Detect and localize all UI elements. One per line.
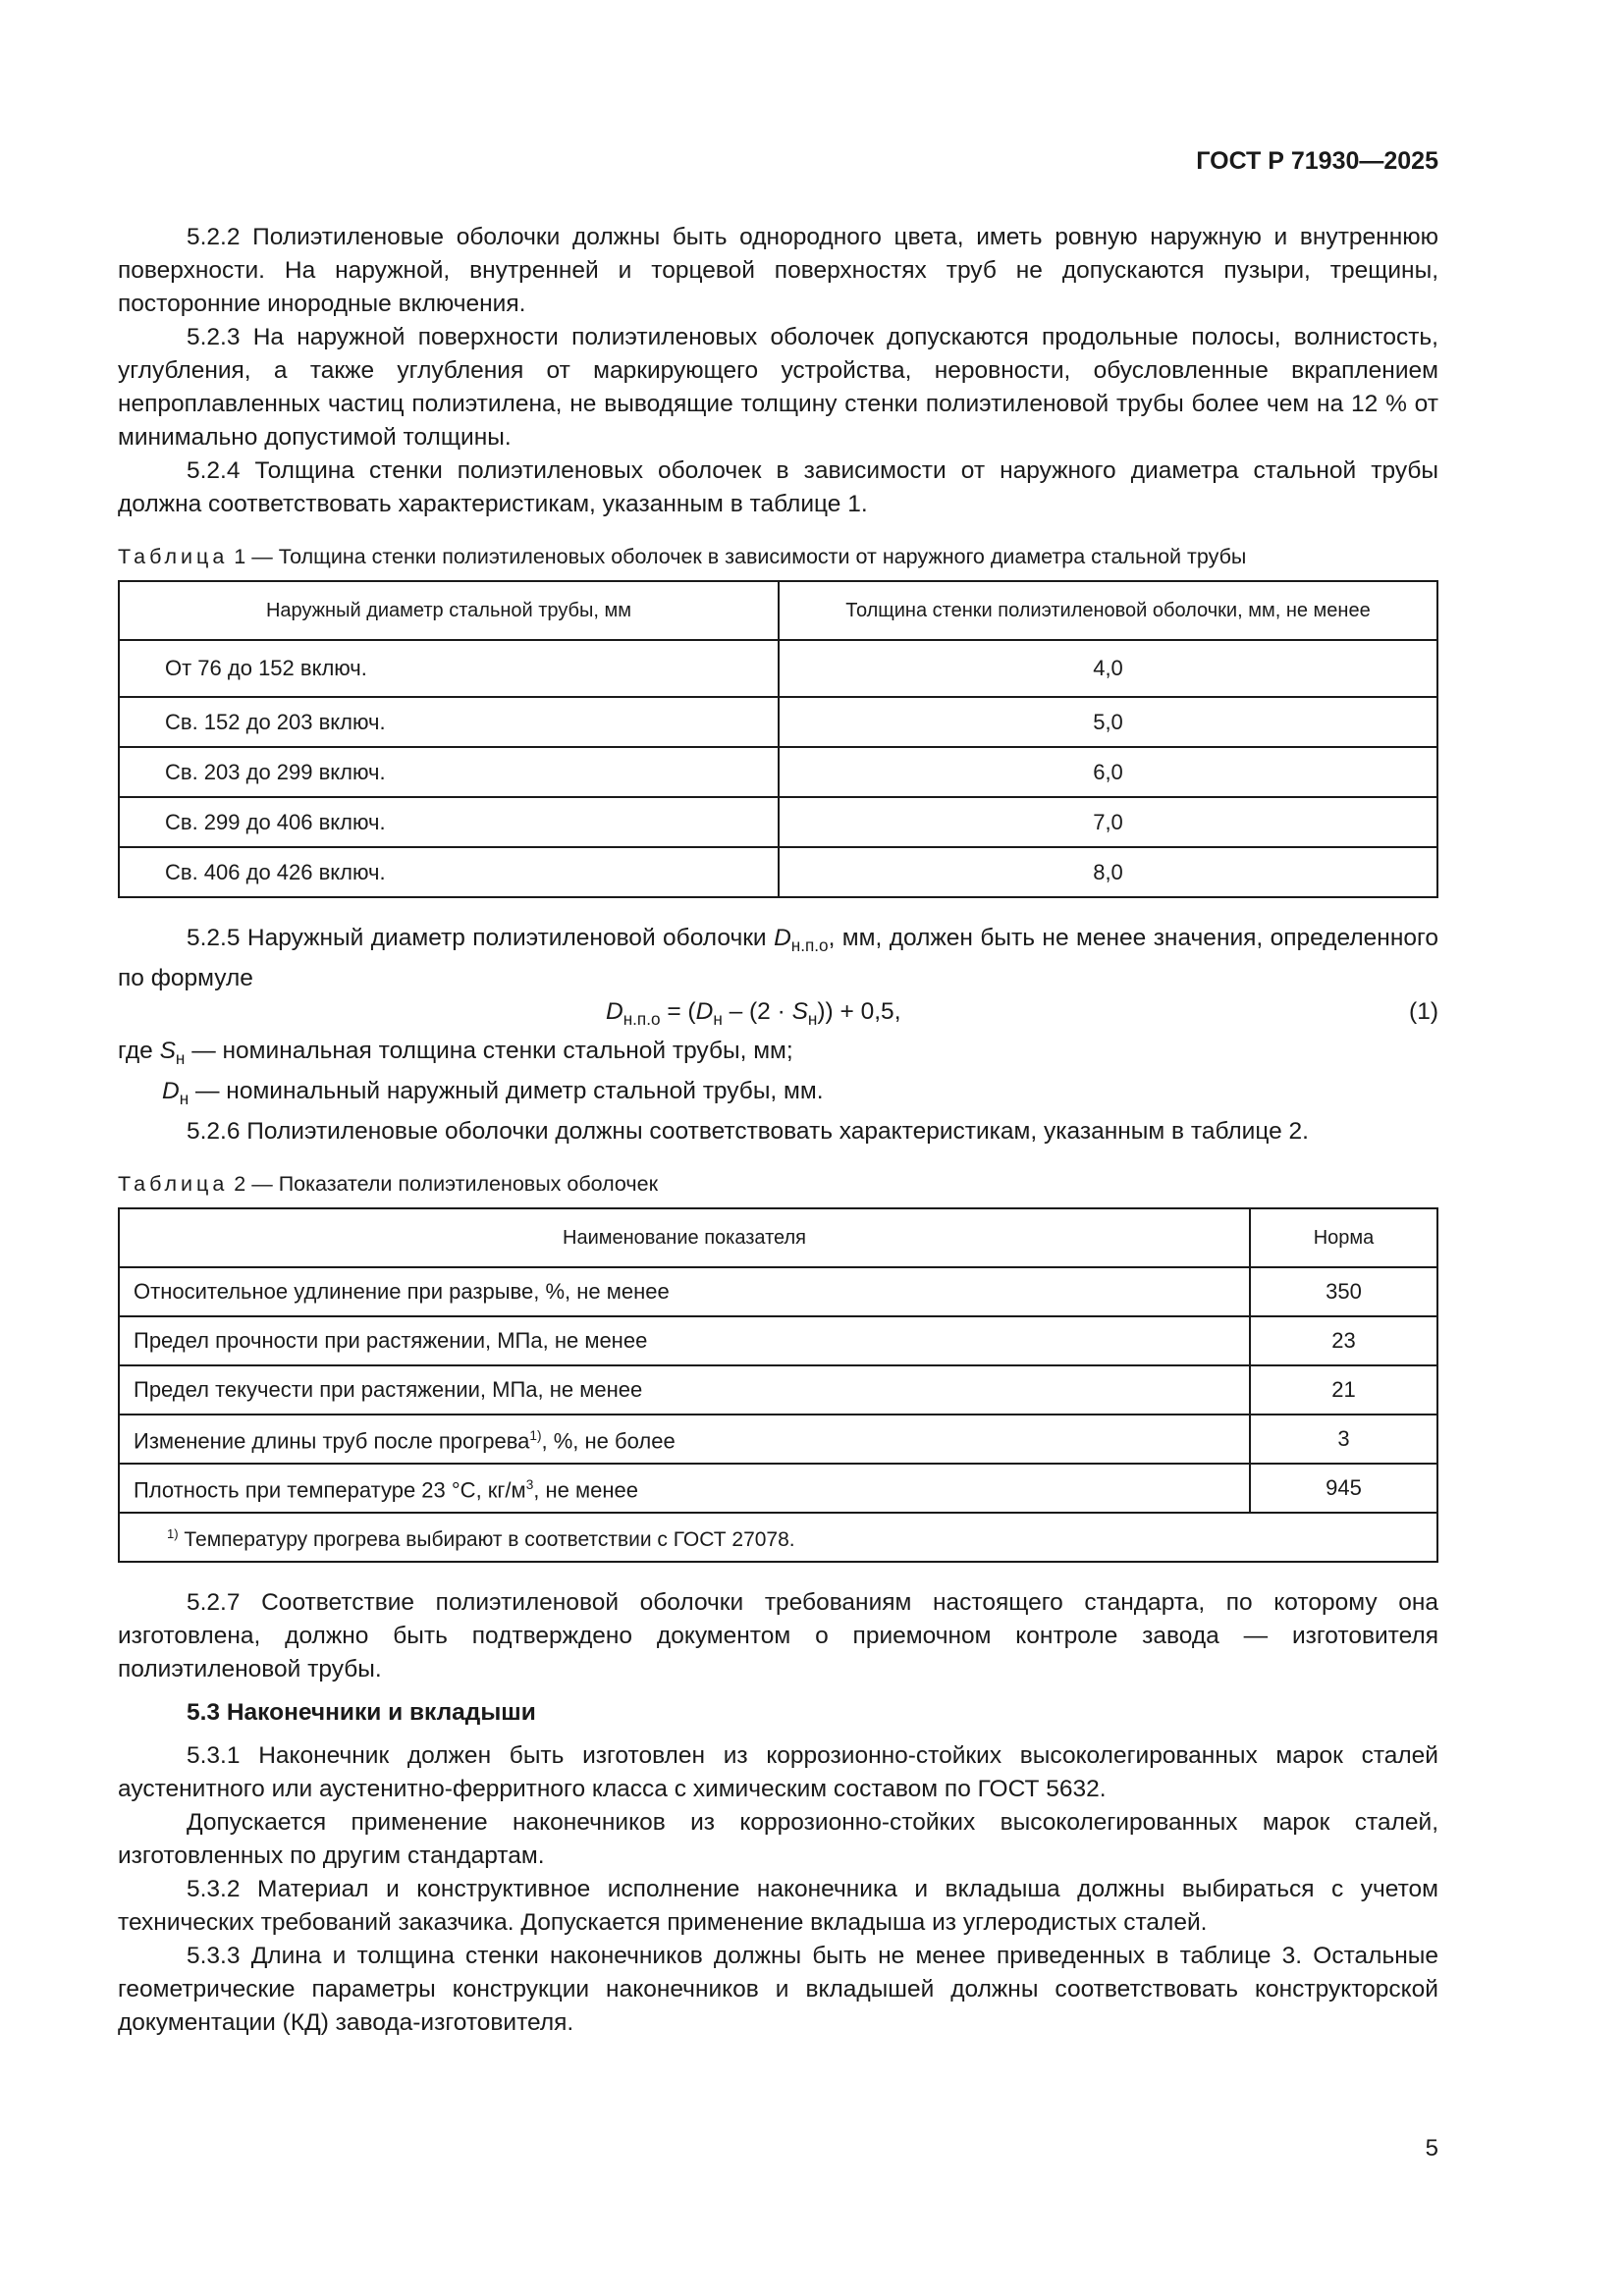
table-cell: Св. 299 до 406 включ. [119,797,779,847]
table-row [119,1365,1437,1415]
table-cell: 4,0 [779,640,1437,697]
column-header: Наименование показателя [119,1208,1250,1267]
table-cell: 6,0 [779,747,1437,797]
column-header: Наружный диаметр стальной трубы, мм [119,581,779,640]
paragraph-5-3-2: 5.3.2 Материал и конструктивное исполнение наконечника и вкладыша должны выбираться с учетом технических требований заказчика. Допускается применение вкладыша из углеродистых сталей. [118,1875,1438,1936]
table-cell: От 76 до 152 включ. [119,640,779,697]
column-header: Норма [1250,1208,1437,1267]
table-row [119,747,1437,797]
table-footnote: $^{1)}$ Температуру прогрева выбирают в соответствии с ГОСТ 27078. [119,1513,1437,1562]
table-row [119,797,1437,847]
table-cell: 3 [1250,1415,1437,1464]
table-cell: Св. 152 до 203 включ. [119,697,779,747]
table-cell: 350 [1250,1267,1437,1316]
table-cell: Изменение длины труб после прогрева$^{1)}$, %, не более [119,1415,1250,1464]
table-1-caption: Таблица 1 — Толщина стенки полиэтиленовых оболочек в зависимости от наружного диаметра стальной трубы [118,545,1247,568]
table-cell: 945 [1250,1464,1437,1513]
section-heading-5-3: 5.3 Наконечники и вкладыши [187,1698,536,1726]
paragraph-5-2-7: 5.2.7 Соответствие полиэтиленовой оболочки требованиям настоящего стандарта, по которому она изготовлена, должно быть подтверждено документом о приемочном контроле завода — изготовителя полиэтиленовой трубы. [118,1588,1438,1682]
formula-number: (1) [1409,997,1438,1025]
page-number: 5 [1425,2135,1438,2162]
table-header-row [119,581,1437,640]
table-row [119,847,1437,897]
paragraph-5-3-3: 5.3.3 Длина и толщина стенки наконечников должны быть не менее приведенных в таблице 3. Остальные геометрические параметры конструкции наконечников и вкладышей должны соответствовать конструкторской документации (КД) завода-изготовителя. [118,1942,1438,2036]
table-cell: 21 [1250,1365,1437,1415]
table-cell: Относительное удлинение при разрыве, %, не менее [119,1267,1250,1316]
table-2 [118,1207,1438,1563]
table-cell: Св. 203 до 299 включ. [119,747,779,797]
table-footnote-row [119,1513,1437,1562]
table-cell: Плотность при температуре 23 °С, $кг/м^3$, не менее [119,1464,1250,1513]
paragraph-5-2-4: 5.2.4 Толщина стенки полиэтиленовых оболочек в зависимости от наружного диаметра стальной трубы должна соответствовать характеристикам, указанным в таблице 1. [118,457,1438,517]
table-row [119,1415,1437,1464]
paragraph-5-2-3: 5.2.3 На наружной поверхности полиэтиленовых оболочек допускаются продольные полосы, волнистость, углубления, а также углубления от маркирующего устройства, неровности, обусловленные вкраплением непроплавленных частиц полиэтилена, не выводящие толщину стенки полиэтиленовой трубы более чем на 12 % от минимально допустимой толщины. [118,324,1438,451]
paragraph-5-3-1: 5.3.1 Наконечник должен быть изготовлен из коррозионно-стойких высоколегированных марок сталей аустенитного или аустенитно-ферритного класса с химическим составом по ГОСТ 5632. [118,1741,1438,1802]
where-s-definition: где $S_н$ — номинальная толщина стенки стальной трубы, мм; [118,1037,793,1068]
table-cell: Св. 406 до 426 включ. [119,847,779,897]
column-header: Толщина стенки полиэтиленовой оболочки, мм, не менее [779,581,1437,640]
table-cell: 8,0 [779,847,1437,897]
table-row [119,640,1437,697]
where-d-definition: $D_н$ — номинальный наружный диметр стальной трубы, мм. [162,1077,824,1108]
formula-1 [118,995,1438,1035]
table-2-caption: Таблица 2 — Показатели полиэтиленовых оболочек [118,1171,658,1196]
table-1 [118,580,1438,898]
table-cell: 7,0 [779,797,1437,847]
paragraph-5-2-2: 5.2.2 Полиэтиленовые оболочки должны быть однородного цвета, иметь ровную наружную и внутреннюю поверхности. На наружной, внутренней и торцевой поверхностях труб не допускаются пузыри, трещины, посторонние инородные включения. [118,224,1438,317]
table-cell: Предел текучести при растяжении, МПа, не менее [119,1365,1250,1415]
table-row [119,1316,1437,1365]
standard-header: ГОСТ Р 71930—2025 [1196,147,1438,175]
table-header-row [119,1208,1437,1267]
table-row [119,697,1437,747]
table-row [119,1464,1437,1513]
paragraph-5-2-5: 5.2.5 Наружный диаметр полиэтиленовой оболочки $D_{н.п.о}$, мм, должен быть не менее значения, определенного по формуле [118,925,1438,991]
table-row [119,1267,1437,1316]
table-cell: Предел прочности при растяжении, МПа, не менее [119,1316,1250,1365]
table-cell: 23 [1250,1316,1437,1365]
table-cell: 5,0 [779,697,1437,747]
paragraph-5-3-1-note: Допускается применение наконечников из коррозионно-стойких высоколегированных марок сталей, изготовленных по другим стандартам. [118,1808,1438,1869]
formula-expression: $D_{н.п.о} = (D_н - (2 \cdot S_н)) + 0,5$, [606,997,901,1029]
paragraph-5-2-6: 5.2.6 Полиэтиленовые оболочки должны соответствовать характеристикам, указанным в таблице 2. [187,1117,1309,1145]
body-text [118,221,1438,2040]
